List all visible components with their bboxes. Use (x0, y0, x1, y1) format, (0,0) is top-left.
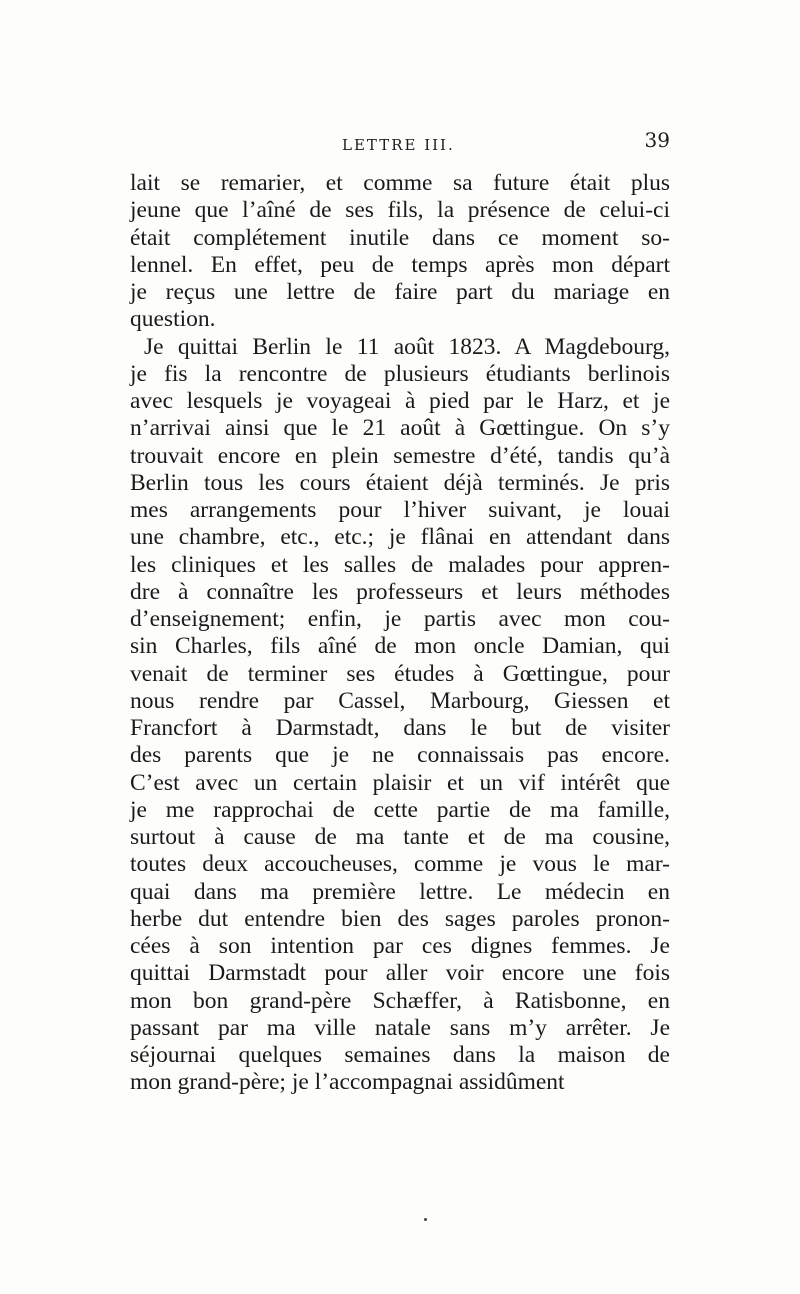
text-line: mon bon grand-père Schæffer, à Ratisbonne, en (130, 987, 670, 1014)
text-line: sin Charles, fils aîné de mon oncle Damian, qui (130, 633, 670, 660)
text-line: mon grand-père; je l’accompagnai assidûment (130, 1069, 565, 1096)
text-line: passant par ma ville natale sans m’y arrêter. Je (130, 1014, 670, 1041)
text-line: Berlin tous les cours étaient déjà terminés. Je pris (130, 469, 670, 496)
text-line: d’enseignement; enfin, je partis avec mon cou- (130, 606, 670, 632)
text-line: je me rapprochai de cette partie de ma famille, (130, 796, 670, 823)
text-line: n’arrivai ainsi que le 21 août à Gœttingue. On s’y (130, 415, 670, 442)
text-line: herbe dut entendre bien des sages paroles pronon- (130, 905, 670, 932)
text-line: C’est avec un certain plaisir et un vif intérêt que (130, 769, 670, 796)
text-line: dre à connaître les professeurs et leurs méthodes (130, 578, 670, 605)
text-line: quittai Darmstadt pour aller voir encore une fois (130, 960, 670, 987)
text-line: trouvait encore en plein semestre d’été, tandis qu’à (130, 442, 670, 469)
page-number: 39 (644, 128, 670, 152)
text-line: Francfort à Darmstadt, dans le but de visiter (130, 715, 670, 741)
running-title: LETTRE III. (342, 136, 455, 154)
text-line: une chambre, etc., etc.; je flânai en attendant dans (130, 524, 670, 551)
text-line: lennel. En effet, peu de temps après mon départ (130, 251, 670, 278)
text-line: surtout à cause de ma tante et de ma cousine, (130, 824, 670, 850)
text-line: jeune que l’aîné de ses fils, la présence de celui-ci (130, 197, 670, 224)
text-line: cées à son intention par ces dignes femmes. Je (130, 933, 670, 959)
text-line: avec lesquels je voyageai à pied par le Harz, et je (130, 388, 670, 414)
print-speck (424, 1218, 427, 1221)
text-line: était complétement inutile dans ce moment so- (130, 224, 670, 251)
text-line: des parents que je ne connaissais pas encore. (130, 742, 670, 769)
text-line: je fis la rencontre de plusieurs étudiants berlinois (130, 360, 670, 387)
text-line: nous rendre par Cassel, Marbourg, Giessen et (130, 687, 670, 714)
text-line: mes arrangements pour l’hiver suivant, je louai (130, 497, 670, 523)
text-line: Je quittai Berlin le 11 août 1823. A Magdebourg, (144, 333, 670, 360)
text-line: quai dans ma première lettre. Le médecin en (130, 878, 670, 905)
text-line: venait de terminer ses études à Gœttingue, pour (130, 660, 670, 687)
body-text (130, 170, 670, 1097)
text-line: les cliniques et les salles de malades pour appren- (130, 551, 670, 578)
text-line: question. (130, 306, 216, 333)
text-line: séjournai quelques semaines dans la maison de (130, 1042, 670, 1068)
text-line: toutes deux accoucheuses, comme je vous le mar- (130, 851, 670, 878)
text-line: je reçus une lettre de faire part du mariage en (130, 279, 670, 305)
text-line: lait se remarier, et comme sa future était plus (130, 170, 670, 196)
page-header (130, 128, 670, 158)
